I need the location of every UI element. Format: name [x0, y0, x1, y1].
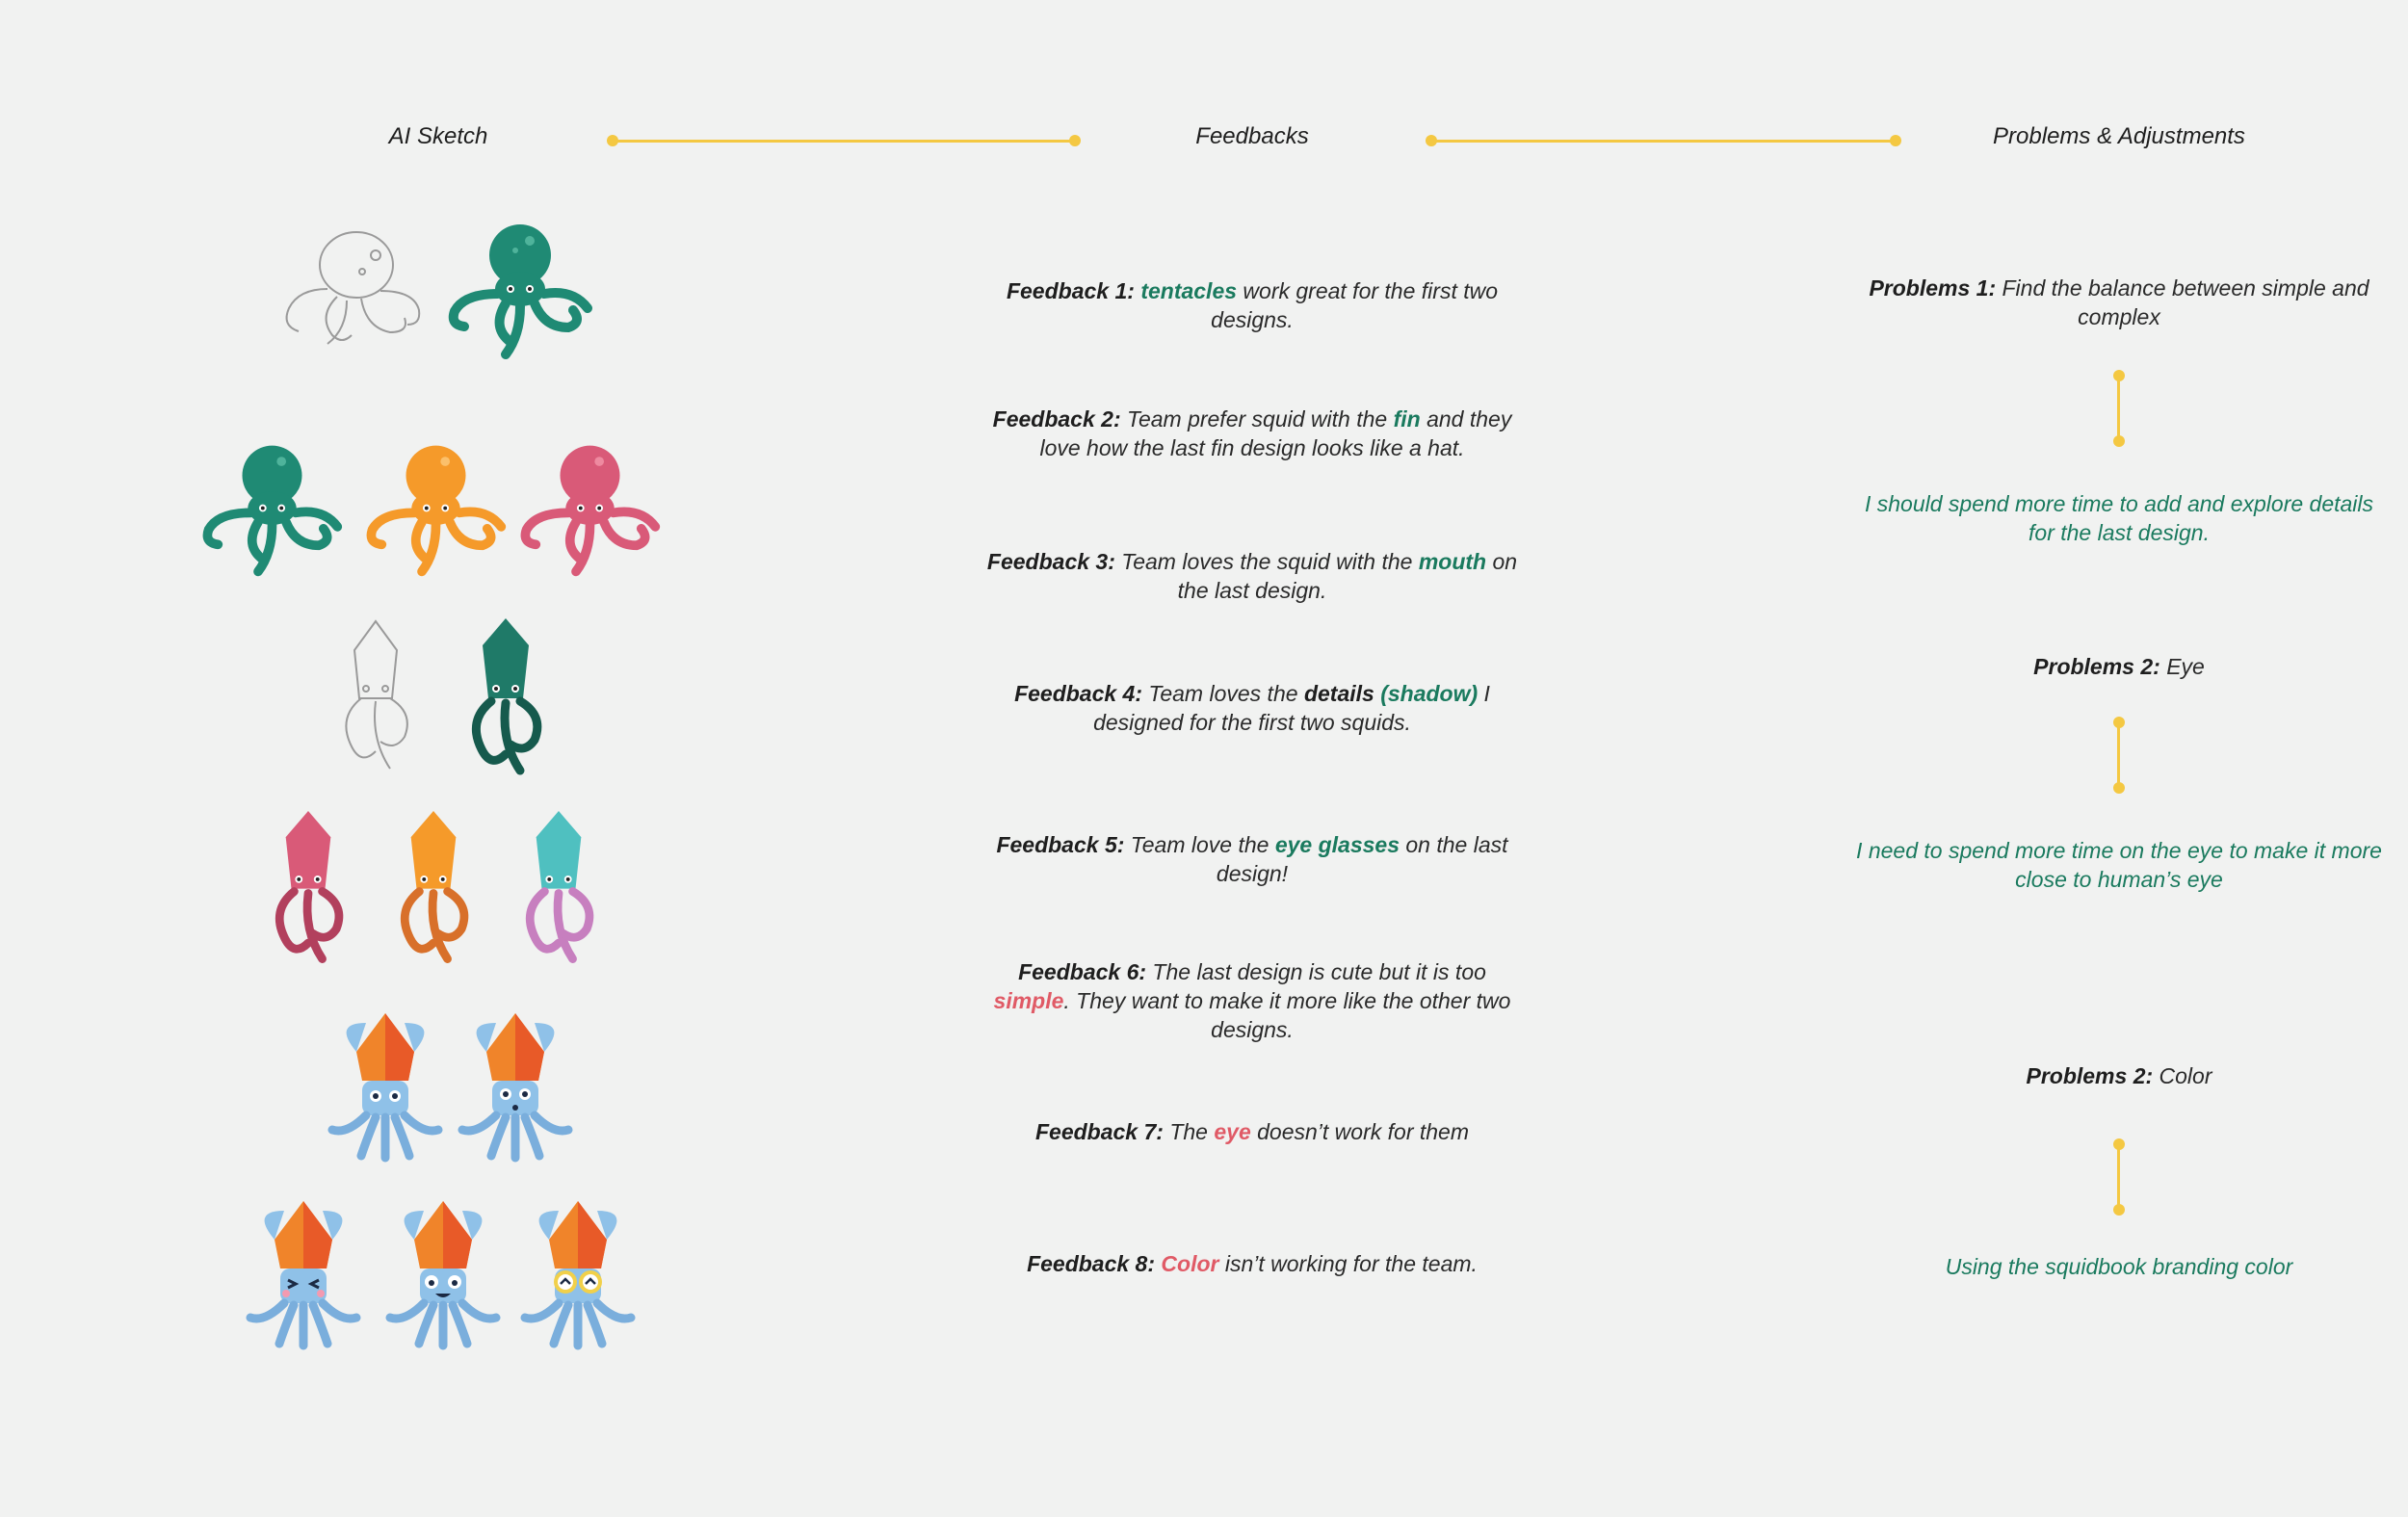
problem-label: Problems 2:	[2026, 1063, 2154, 1088]
connector-dot	[1069, 135, 1081, 146]
adjustment-1: I should spend more time to add and explore details for the last design.	[1864, 491, 2374, 545]
header-feedbacks: Feedbacks	[1195, 123, 1309, 149]
problem-3: Problems 2: Color	[2026, 1063, 2212, 1088]
squid-blue-hat-icon	[327, 1011, 443, 1165]
feedback-highlight: fin	[1393, 406, 1421, 432]
feedback-3: Feedback 3: Team loves the squid with the mouth on the last design.	[986, 549, 1518, 603]
feedback-label: Feedback 8:	[1027, 1251, 1156, 1276]
feedback-highlight: simple	[993, 988, 1064, 1013]
feedback-7: Feedback 7: The eye doesn’t work for them	[1034, 1119, 1469, 1144]
connector-dot	[2113, 1204, 2125, 1216]
feedback-highlight: Color	[1161, 1251, 1219, 1276]
feedback-2: Feedback 2: Team prefer squid with the fin and they love how the last fin design looks like a hat.	[992, 406, 1512, 460]
octopus-teal-icon	[438, 212, 602, 366]
feedback-label: Feedback 7:	[1034, 1119, 1164, 1144]
feedback-6: Feedback 6: The last design is cute but it is too simple. They want to make it more like the other two designs.	[993, 959, 1511, 1042]
connector-line-1	[613, 140, 1075, 143]
feedback-label: Feedback 2:	[992, 406, 1121, 432]
octopus-orange-icon	[356, 433, 515, 583]
feedback-4: Feedback 4: Team loves the details (shadow) I designed for the first two squids.	[1014, 681, 1490, 735]
header-ai-sketch: AI Sketch	[388, 123, 488, 149]
squid-teal-icon	[453, 616, 559, 790]
adjustment-3: Using the squidbook branding color	[1945, 1254, 2293, 1279]
feedback-8: Feedback 8: Color isn’t working for the team.	[1027, 1251, 1478, 1276]
feedback-highlight: (shadow)	[1380, 681, 1479, 706]
squid-blue-hat-icon	[458, 1011, 573, 1165]
feedback-1: Feedback 1: tentacles work great for the first two designs.	[1006, 278, 1499, 332]
feedback-label: Feedback 3:	[986, 549, 1115, 574]
squid-blue-hat-icon	[385, 1199, 501, 1353]
problem-2: Problems 2: Eye	[2033, 654, 2205, 679]
feedback-label: Feedback 1:	[1006, 278, 1135, 303]
feedback-highlight: eye glasses	[1274, 832, 1400, 857]
connector-dot	[1890, 135, 1901, 146]
squid-cyan-icon	[506, 809, 612, 978]
feedback-label: Feedback 4:	[1014, 681, 1143, 706]
feedback-5: Feedback 5: Team love the eye glasses on the last design!	[996, 832, 1508, 886]
squid-pink-icon	[255, 809, 361, 978]
feedback-label: Feedback 6:	[1018, 959, 1147, 984]
octopus-sketch-icon	[270, 212, 433, 366]
squid-blue-glasses-icon	[520, 1199, 636, 1353]
problem-1: Problems 1: Find the balance between simple and complex	[1869, 275, 2369, 329]
feedback-label: Feedback 5:	[996, 832, 1125, 857]
connector-dot	[2113, 782, 2125, 794]
connector-dot	[1426, 135, 1437, 146]
adjustment-2: I need to spend more time on the eye to make it more close to human’s eye	[1856, 838, 2382, 892]
feedback-highlight: mouth	[1418, 549, 1487, 574]
connector-line-vertical	[2117, 1144, 2120, 1210]
problem-label: Problems 1:	[1869, 275, 1997, 301]
header-problems: Problems & Adjustments	[1993, 123, 2245, 149]
octopus-teal-icon	[193, 433, 352, 583]
connector-dot	[607, 135, 618, 146]
connector-line-vertical	[2117, 722, 2120, 788]
octopus-pink-icon	[510, 433, 669, 583]
squid-blue-hat-icon	[246, 1199, 361, 1353]
problem-label: Problems 2:	[2033, 654, 2160, 679]
connector-line-2	[1431, 140, 1896, 143]
connector-dot	[2113, 435, 2125, 447]
squid-orange-icon	[380, 809, 486, 978]
feedback-highlight: tentacles	[1140, 278, 1238, 303]
connector-line-vertical	[2117, 376, 2120, 441]
squid-sketch-icon	[323, 616, 429, 790]
feedback-highlight: eye	[1214, 1119, 1251, 1144]
